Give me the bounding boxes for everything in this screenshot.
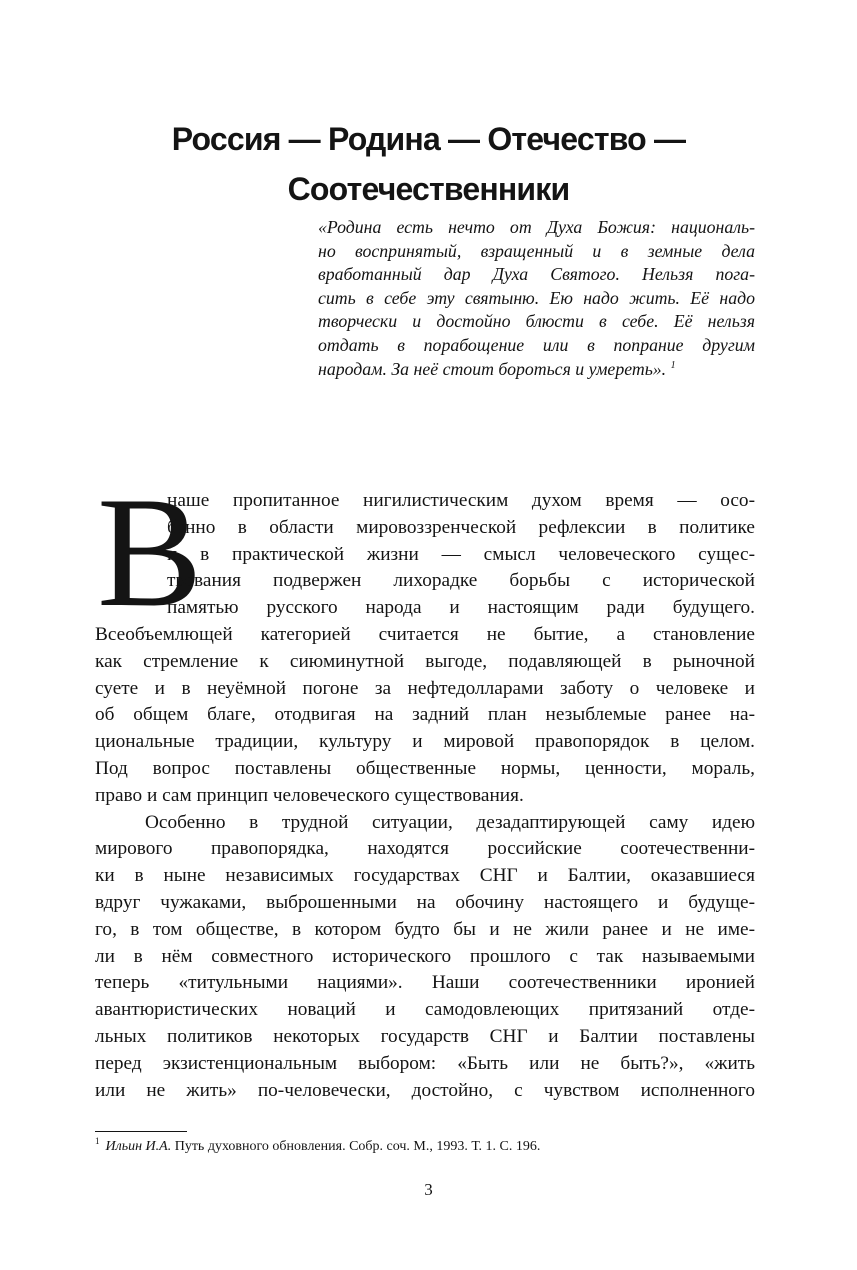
text-line: и в практической жизни — смысл человеческого сущес- xyxy=(167,543,755,565)
text-line: теперь «титульными нациями». Наши соотечественники иронией xyxy=(95,972,755,994)
epigraph-line: отдать в порабощение или в попрание другим xyxy=(318,334,755,355)
text-line: циональные традиции, культуру и мировой правопорядок в целом. xyxy=(95,731,755,753)
text-line: об общем благе, отодвигая на задний план незыблемые ранее на- xyxy=(95,704,755,726)
epigraph-last-text: народам. За неё стоит бороться и умереть». xyxy=(318,358,667,379)
footnote-text: Путь духовного обновления. Собр. соч. М., 1993. Т. 1. С. 196. xyxy=(174,1139,541,1154)
epigraph-line: «Родина есть нечто от Духа Божия: националь- xyxy=(318,217,755,237)
text-line: Под вопрос поставлены общественные нормы, ценности, мораль, xyxy=(95,757,755,779)
footnote-author: Ильин И.А. xyxy=(105,1139,172,1154)
text-line: право и сам принцип человеческого существования. xyxy=(95,784,524,806)
text-line: ки в ныне независимых государствах СНГ и Балтии, оказавшиеся xyxy=(95,865,755,887)
text-line: твования подвержен лихорадке борьбы с исторической xyxy=(167,570,755,592)
text-line: го, в том обществе, в котором будто бы и не жили ранее и не име- xyxy=(95,918,755,940)
chapter-title xyxy=(0,114,857,214)
text-line: вдруг чужаками, выброшенными на обочину настоящего и будуще- xyxy=(95,891,755,913)
text-line: наше пропитанное нигилистическим духом время — осо- xyxy=(167,490,755,511)
page-number: 3 xyxy=(424,1180,433,1199)
drop-cap: В xyxy=(97,465,203,640)
text-line: Особенно в трудной ситуации, дезадаптирующей саму идею xyxy=(145,811,755,833)
epigraph-line: но воспринятый, взращенный и в земные дела xyxy=(318,240,755,261)
text-line: мирового правопорядка, находятся российские соотечественни- xyxy=(95,838,755,860)
text-line: суете и в неуёмной погоне за нефтедолларами заботу о человеке и xyxy=(95,677,755,699)
epigraph xyxy=(318,216,755,381)
text-line: авантюристических новаций и самодовлеющих притязаний отде- xyxy=(95,999,755,1021)
text-line: бенно в области мировоззренческой рефлексии в политике xyxy=(167,516,755,538)
footnote-number: 1 xyxy=(95,1136,100,1147)
epigraph-line: сить в себе эту святыню. Ею надо жить. Её надо xyxy=(318,287,755,308)
text-line: памятью русского народа и настоящим ради будущего. xyxy=(167,597,755,619)
text-line: льных политиков некоторых государств СНГ и Балтии поставлены xyxy=(95,1025,755,1047)
footnote xyxy=(95,1138,540,1156)
text-line: как стремление к сиюминутной выгоде, подавляющей в рыночной xyxy=(95,650,755,672)
chapter-title-line-2: Соотечественники xyxy=(287,171,570,207)
text-line: Всеобъемлющей категорией считается не бытие, а становление xyxy=(95,623,755,645)
footnote-reference[interactable]: 1 xyxy=(670,359,676,371)
text-line: или не жить» по-человечески, достойно, с чувством исполненного xyxy=(95,1079,755,1101)
epigraph-line: вработанный дар Духа Святого. Нельзя пога- xyxy=(318,264,755,285)
chapter-title-line-1: Россия — Родина — Отечество — xyxy=(171,121,686,157)
footnote-divider xyxy=(95,1131,187,1132)
epigraph-line xyxy=(318,358,755,382)
epigraph-line: творчески и достойно блюсти в себе. Её нельзя xyxy=(318,311,755,332)
text-line: ли в нём совместного исторического прошлого с так называемыми xyxy=(95,945,755,967)
text-line: перед экзистенциональным выбором: «Быть или не быть?», «жить xyxy=(95,1052,755,1074)
body-text xyxy=(95,488,755,1104)
